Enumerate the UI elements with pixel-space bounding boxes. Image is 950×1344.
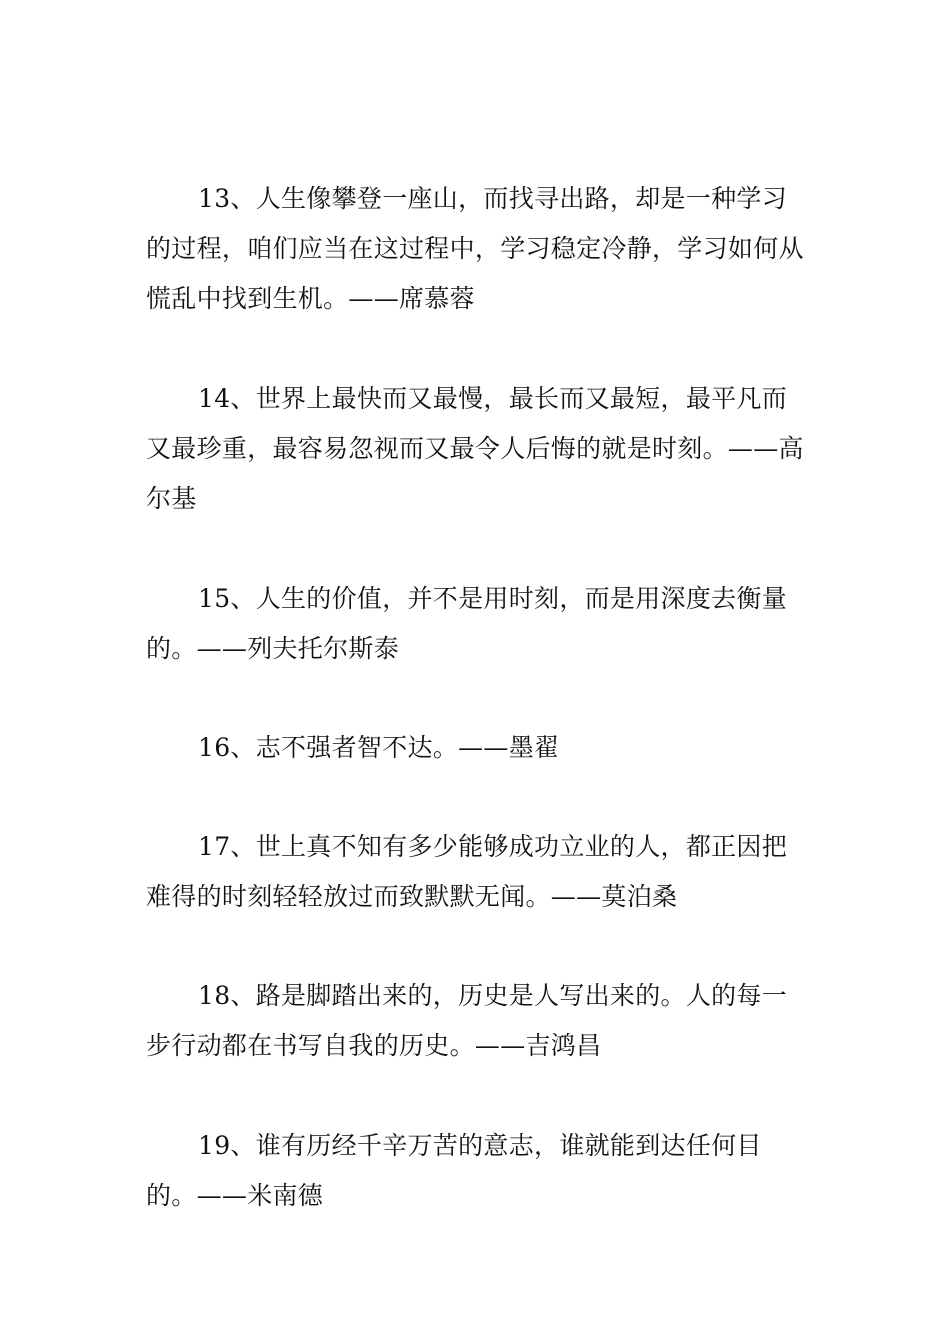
- quote-paragraph: 19、谁有历经千辛万苦的意志，谁就能到达任何目的。——米南德: [146, 1131, 762, 1210]
- quote-paragraph: 13、人生像攀登一座山，而找寻出路，却是一种学习的过程，咱们应当在这过程中，学习稳定冷静，学习如何从慌乱中找到生机。——席慕蓉: [146, 184, 804, 313]
- quote-paragraph: 15、人生的价值，并不是用时刻，而是用深度去衡量的。——列夫托尔斯泰: [146, 584, 788, 663]
- quote-paragraph: 18、路是脚踏出来的，历史是人写出来的。人的每一步行动都在书写自我的历史。——吉鸿昌: [146, 981, 788, 1060]
- quote-paragraph: 17、世上真不知有多少能够成功立业的人，都正因把难得的时刻轻轻放过而致默默无闻。——莫泊桑: [146, 832, 788, 911]
- quote-paragraph: 14、世界上最快而又最慢，最长而又最短，最平凡而又最珍重，最容易忽视而又最令人后悔的就是时刻。——高尔基: [146, 384, 804, 513]
- quote-paragraph: 16、志不强者智不达。——墨翟: [198, 733, 560, 762]
